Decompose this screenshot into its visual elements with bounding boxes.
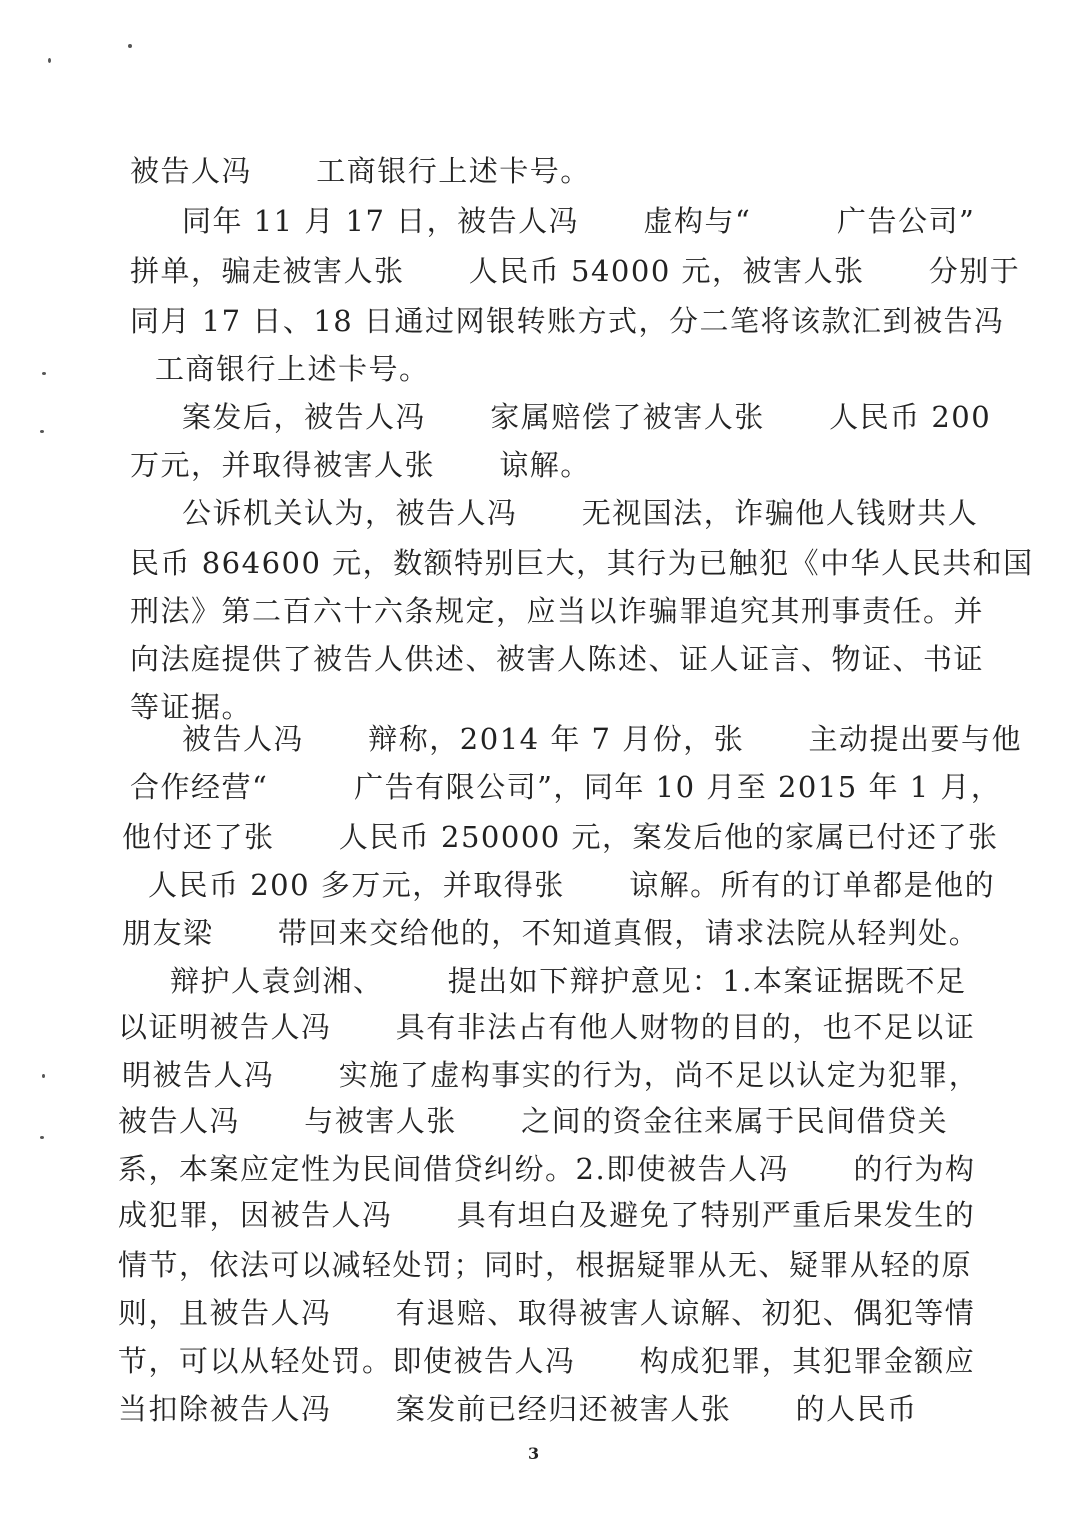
text-line: 人民币 200 多万元，并取得张 谅解。所有的订单都是他的 (148, 868, 996, 902)
scan-speck (128, 44, 132, 48)
scan-speck (40, 430, 44, 433)
text-line: 被告人冯 辩称，2014 年 7 月份，张 主动提出要与他 (182, 722, 1023, 756)
scan-speck (40, 1136, 44, 1139)
text-line: 明被告人冯 实施了虚构事实的行为，尚不足以认定为犯罪， (122, 1058, 980, 1092)
scan-speck (48, 58, 51, 63)
text-line: 等证据。 (130, 690, 253, 724)
text-line: 成犯罪，因被告人冯 具有坦白及避免了特别严重后果发生的 (118, 1198, 976, 1232)
text-line: 他付还了张 人民币 250000 元，案发后他的家属已付还了张 (122, 820, 999, 854)
scan-speck (42, 372, 46, 375)
text-line: 被告人冯 工商银行上述卡号。 (130, 154, 591, 188)
text-line: 同月 17 日、18 日通过网银转账方式，分二笔将该款汇到被告冯 (130, 304, 1005, 338)
text-line: 节，可以从轻处罚。即使被告人冯 构成犯罪，其犯罪金额应 (118, 1344, 976, 1378)
page-number: 3 (528, 1444, 540, 1463)
text-line: 朋友梁 带回来交给他的，不知道真假，请求法院从轻判处。 (122, 916, 980, 950)
text-line: 万元，并取得被害人张 谅解。 (130, 448, 591, 482)
text-line: 以证明被告人冯 具有非法占有他人财物的目的，也不足以证 (118, 1010, 976, 1044)
text-line: 案发后，被告人冯 家属赔偿了被害人张 人民币 200 (182, 400, 992, 434)
text-line: 当扣除被告人冯 案发前已经归还被害人张 的人民币 (118, 1392, 918, 1426)
text-line: 民币 864600 元，数额特别巨大，其行为已触犯《中华人民共和国 (130, 546, 1034, 580)
scan-speck (42, 1074, 45, 1078)
text-line: 刑法》第二百六十六条规定，应当以诈骗罪追究其刑事责任。并 (130, 594, 985, 628)
text-line: 情节，依法可以减轻处罚；同时，根据疑罪从无、疑罪从轻的原 (118, 1248, 973, 1282)
text-line: 公诉机关认为，被告人冯 无视国法，诈骗他人钱财共人 (182, 496, 979, 530)
text-line: 被告人冯 与被害人张 之间的资金往来属于民间借贷关 (118, 1104, 949, 1138)
text-line: 系，本案应定性为民间借贷纠纷。2.即使被告人冯 的行为构 (118, 1152, 976, 1186)
text-line: 则，且被告人冯 有退赔、取得被害人谅解、初犯、偶犯等情 (118, 1296, 976, 1330)
text-line: 辩护人袁剑湘、 提出如下辩护意见：1.本案证据既不足 (170, 964, 967, 998)
text-line: 向法庭提供了被告人供述、被害人陈述、证人证言、物证、书证 (130, 642, 985, 676)
text-line: 拼单，骗走被害人张 人民币 54000 元，被害人张 分别于 (130, 254, 1021, 288)
text-line: 同年 11 月 17 日，被告人冯 虚构与“ 广告公司” (182, 204, 976, 238)
text-line: 合作经营“ 广告有限公司”，同年 10 月至 2015 年 1 月， (130, 770, 1002, 804)
text-line: 工商银行上述卡号。 (155, 352, 430, 386)
